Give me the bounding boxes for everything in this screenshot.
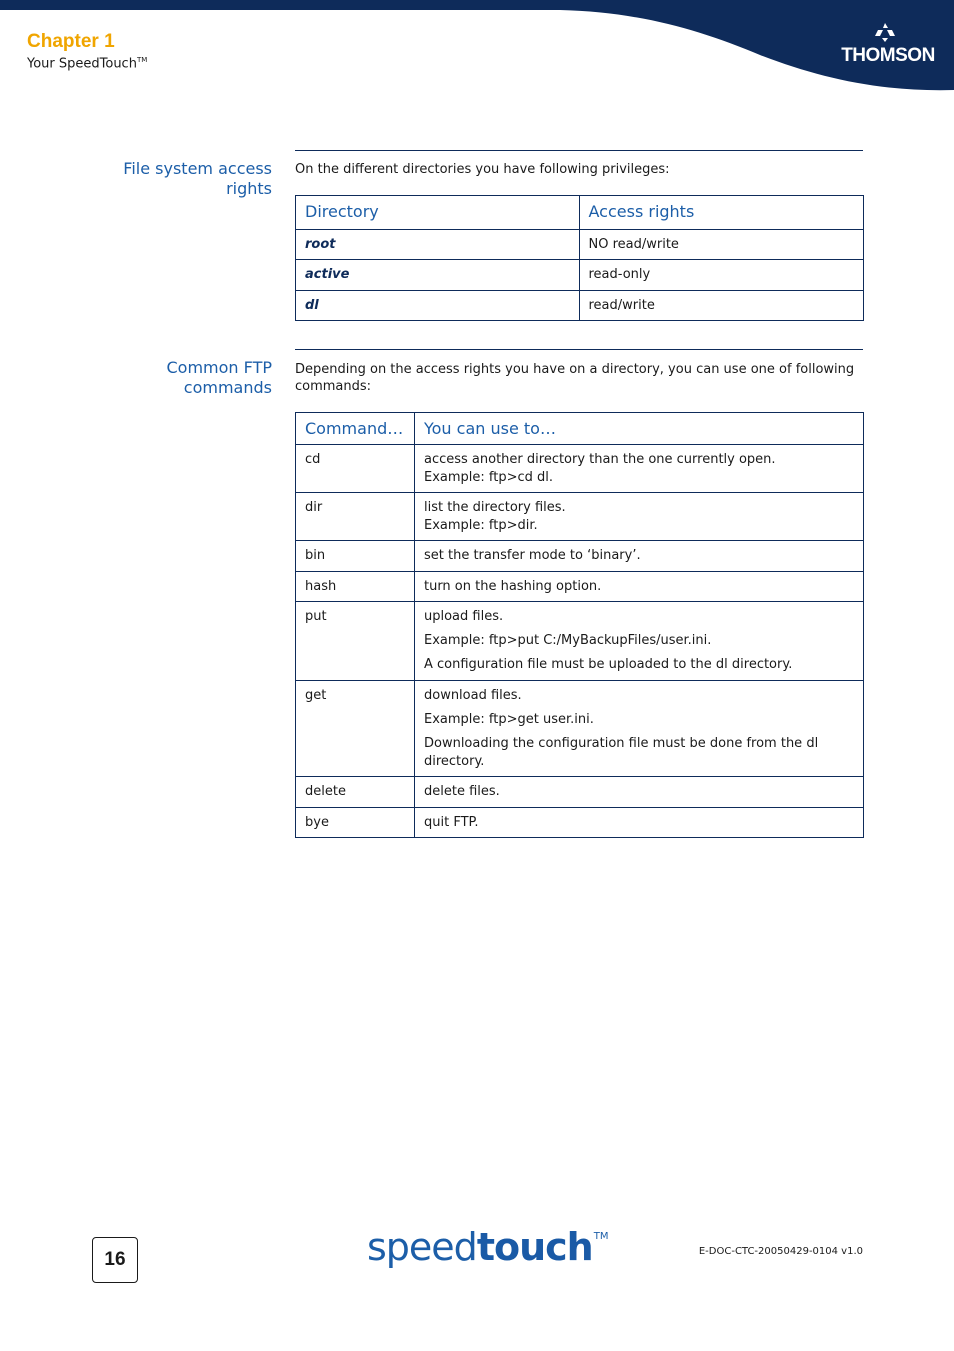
command-name: get [296, 681, 415, 777]
command-description: delete files. [414, 777, 863, 808]
access-rights-table [295, 195, 864, 321]
table-row [296, 260, 864, 291]
table-header-access-rights: Access rights [579, 196, 864, 230]
command-description: upload files. Example: ftp>put C:/MyBackupFiles/user.ini. A configuration file must be uploaded to the dl directory. [414, 602, 863, 681]
section-rule-1 [295, 150, 863, 151]
access-right-value: read-only [579, 260, 864, 291]
command-name: delete [296, 777, 415, 808]
command-name: dir [296, 493, 415, 541]
command-description: access another directory than the one currently open. Example: ftp>cd dl. [414, 445, 863, 493]
table-row [296, 230, 864, 260]
table-row [296, 291, 864, 321]
section-heading-ftp-commands: Common FTP commands [166, 358, 272, 397]
directory-name: active [296, 260, 580, 291]
command-description: turn on the hashing option. [414, 572, 863, 602]
command-name: bye [296, 808, 415, 838]
table-row [296, 493, 864, 541]
table-row [296, 445, 864, 493]
command-name: bin [296, 541, 415, 572]
section-intro-file-system: On the different directories you have following privileges: [295, 162, 670, 177]
directory-name: root [296, 230, 580, 260]
table-header-usage: You can use to… [414, 413, 863, 445]
command-name: put [296, 602, 415, 681]
header-wave-banner [0, 0, 954, 100]
thomson-brand [838, 20, 938, 70]
command-name: cd [296, 445, 415, 493]
table-row [296, 681, 864, 777]
chapter-subtitle: Your SpeedTouch™ [27, 56, 148, 72]
section-intro-ftp-commands: Depending on the access rights you have on a directory, you can use one of following commands: [295, 362, 855, 394]
document-id: E-DOC-CTC-20050429-0104 v1.0 [698, 1246, 863, 1257]
section-rule-2 [295, 349, 863, 350]
ftp-commands-table [295, 412, 864, 838]
speedtouch-logo: speedtouch™ [367, 1225, 609, 1269]
table-header-directory: Directory [296, 196, 580, 230]
thomson-logo-icon [874, 22, 896, 42]
table-row [296, 602, 864, 681]
thomson-wordmark: THOMSON [841, 45, 935, 66]
command-description: download files. Example: ftp>get user.ini. Downloading the configuration file must be done from the dl directory. [414, 681, 863, 777]
access-right-value: read/write [579, 291, 864, 321]
table-row [296, 572, 864, 602]
section-heading-file-system: File system access rights [123, 159, 272, 198]
command-description: list the directory files. Example: ftp>dir. [414, 493, 863, 541]
chapter-title: Chapter 1 [27, 31, 115, 52]
table-row [296, 777, 864, 808]
page-number: 16 [92, 1237, 138, 1283]
directory-name: dl [296, 291, 580, 321]
command-description: set the transfer mode to ‘binary’. [414, 541, 863, 572]
table-row [296, 808, 864, 838]
command-description: quit FTP. [414, 808, 863, 838]
table-row [296, 541, 864, 572]
access-right-value: NO read/write [579, 230, 864, 260]
command-name: hash [296, 572, 415, 602]
table-header-command: Command… [296, 413, 415, 445]
